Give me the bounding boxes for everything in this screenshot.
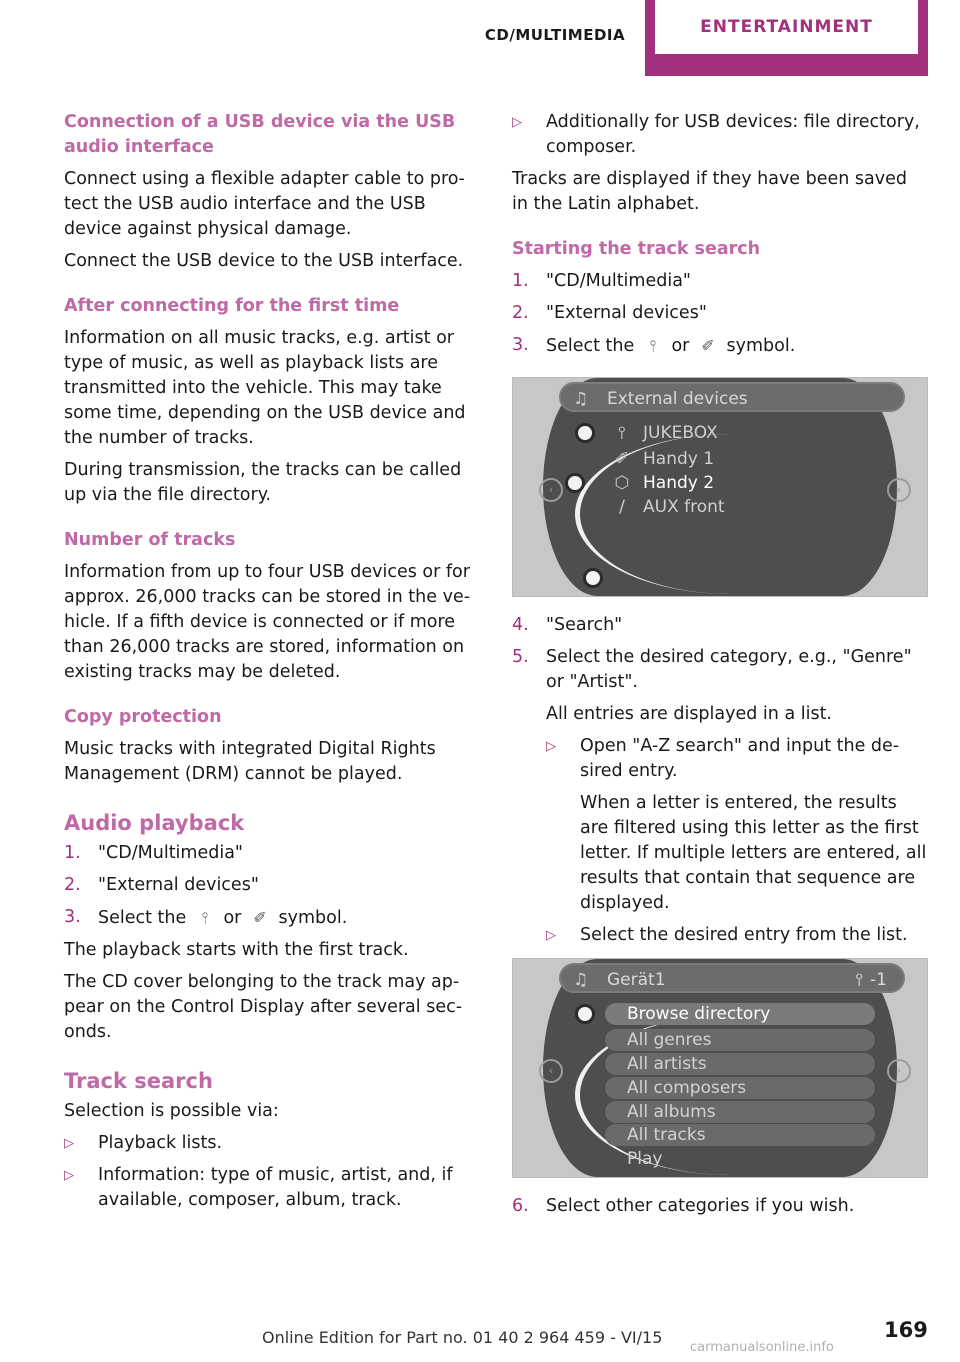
- triangle-bullet-icon: ▷: [546, 928, 556, 943]
- list-item: 1. "CD/Multimedia": [512, 271, 691, 291]
- list-item: All genres: [605, 1029, 875, 1051]
- copy-paragraph: Music tracks with integrated Digital Rights Management (DRM) cannot be played.: [64, 739, 436, 784]
- controller-dot: [583, 568, 603, 588]
- device-status: -1: [870, 970, 887, 990]
- forward-arrow-icon: ›: [887, 478, 911, 502]
- search-steps-final: [512, 1194, 928, 1219]
- screenshot-external-devices: [512, 377, 928, 597]
- back-arrow-icon: ‹: [539, 1059, 563, 1083]
- list-item: 4. "Search": [512, 615, 623, 635]
- audio-paragraph-2: The CD cover belonging to the track may appear on the Control Display after several seconds.: [64, 972, 463, 1042]
- az-search-note: When a letter is entered, the results are filtered using this letter as the first letter. If multiple letters are entered, all results that contain that sequence are displayed.: [580, 793, 927, 913]
- right-column: [512, 110, 928, 1226]
- first-connect-paragraph-1: Information on all music tracks, e.g. artist or type of music, as well as playback lists are transmitted into the vehicle. This may take some time, depending on the USB device and the number of tracks.: [64, 328, 466, 448]
- search-steps: [512, 269, 928, 359]
- list-item: ▷ Playback lists.: [64, 1131, 484, 1156]
- step5-paragraph: All entries are displayed in a list.: [546, 704, 832, 724]
- usb-icon: ⫯: [855, 970, 863, 990]
- triangle-bullet-icon: ▷: [546, 739, 556, 754]
- list-item: ⫯ JUKEBOX: [643, 421, 718, 445]
- list-item: 2. "External devices": [64, 875, 259, 895]
- list-item: Play: [627, 1149, 663, 1169]
- tracks-paragraph: Information from up to four USB devices or for approx. 26,000 tracks can be stored in the vehicle. If a fifth device is connected or if more than 26,000 tracks are stored, information on existing tracks may be deleted.: [64, 562, 471, 682]
- search-paragraph: Selection is possible via:: [64, 1101, 279, 1121]
- list-item-selected: ⬡ Handy 2: [643, 471, 714, 495]
- edition-footer: Online Edition for Part no. 01 40 2 964 459 - VI/15: [262, 1328, 663, 1347]
- triangle-bullet-icon: ▷: [64, 1168, 74, 1183]
- usb-icon: ⫯: [618, 423, 626, 443]
- audio-paragraph-1: The playback starts with the first track.: [64, 940, 409, 960]
- first-connect-paragraph-2: During transmission, the tracks can be called up via the file directory.: [64, 460, 462, 505]
- back-arrow-icon: ‹: [539, 478, 563, 502]
- list-item: ▷ Open "A-Z search" and input the desired entry. When a letter is entered, the results are filtered using this letter as the first letter. If multiple letters are entered, all results that contain that sequence are displayed.: [546, 734, 928, 916]
- list-item-selected: Browse directory: [605, 1003, 875, 1025]
- list-item: All artists: [605, 1053, 875, 1075]
- list-item: 5. Select the desired category, e.g., "Genre" or "Artist". All entries are displayed in a list. ▷ Open "A-Z search" and input the desired entry. When a letter is entered, the results are filtered using this letter as the first letter. If multiple letters are entered, all results that contain that sequence are displayed. ▷ Select the desired entry from the list.: [512, 645, 928, 948]
- phone-icon: ✐: [253, 908, 267, 927]
- list-item: ▷ Information: type of music, artist, and, if available, composer, album, track.: [64, 1165, 453, 1210]
- chapter-tab: [645, 0, 928, 76]
- list-item: ▷ Additionally for USB devices: file directory, composer.: [512, 112, 920, 157]
- search-options: [64, 1131, 484, 1213]
- step5-options: [546, 734, 928, 948]
- list-item: 1. "CD/Multimedia": [64, 843, 243, 863]
- list-item: ∕ AUX front: [643, 495, 725, 519]
- tracks-heading: Number of tracks: [64, 530, 236, 550]
- phone-icon: ✐: [701, 336, 715, 355]
- usb-paragraph-1: Connect using a flexible adapter cable to protect the USB audio interface and the USB device against physical damage.: [64, 169, 465, 239]
- list-item: 2. "External devices": [512, 303, 707, 323]
- screen-title-bar: ♫ Gerät1 ⫯ -1: [559, 963, 905, 993]
- watermark: carmanualsonline.info: [690, 1340, 834, 1355]
- left-column: [64, 110, 484, 1220]
- forward-arrow-icon: ›: [887, 1059, 911, 1083]
- start-search-heading: Starting the track search: [512, 239, 761, 259]
- copy-heading: Copy protection: [64, 707, 222, 727]
- screenshot-device-menu: [512, 958, 928, 1178]
- usb-paragraph-2: Connect the USB device to the USB interface.: [64, 251, 464, 271]
- list-item: ▷ Select the desired entry from the list.: [546, 923, 928, 948]
- triangle-bullet-icon: ▷: [64, 1136, 74, 1151]
- list-item: 3. Select the ⫯ or ✐ symbol.: [512, 335, 796, 356]
- page-number: 169: [884, 1318, 928, 1342]
- latin-paragraph: Tracks are displayed if they have been saved in the Latin alphabet.: [512, 169, 908, 214]
- usb-icon: ⫯: [649, 336, 657, 355]
- list-item: All composers: [605, 1077, 875, 1099]
- list-item: 6. Select other categories if you wish.: [512, 1196, 855, 1216]
- list-item: All tracks: [605, 1124, 875, 1146]
- usb-icon: ⫯: [201, 908, 209, 927]
- triangle-bullet-icon: ▷: [512, 115, 522, 130]
- audio-steps: [64, 841, 484, 931]
- extra-list: [512, 110, 928, 160]
- audio-heading: Audio playback: [64, 811, 245, 835]
- search-steps-continued: [512, 613, 928, 948]
- controller-dot: [575, 423, 595, 443]
- controller-dot: [565, 473, 585, 493]
- menu-icon: ♫: [573, 389, 589, 409]
- menu-icon: ♫: [573, 970, 589, 990]
- controller-dot: [575, 1004, 595, 1024]
- list-item: ✐ Handy 1: [643, 447, 714, 471]
- list-item: All albums: [605, 1101, 875, 1123]
- usb-heading: Connection of a USB device via the USB audio interface: [64, 112, 456, 157]
- section-label: CD/MULTIMEDIA: [484, 26, 626, 44]
- chapter-label: ENTERTAINMENT: [655, 0, 918, 54]
- aux-plug-icon: ∕: [619, 497, 625, 517]
- phone-icon: ✐: [614, 449, 630, 469]
- bluetooth-icon: ⬡: [614, 473, 630, 493]
- screen-title-bar: ♫ External devices: [559, 382, 905, 412]
- first-connect-heading: After connecting for the first time: [64, 296, 400, 316]
- list-item: 3. Select the ⫯ or ✐ symbol.: [64, 907, 348, 928]
- search-heading: Track search: [64, 1069, 213, 1093]
